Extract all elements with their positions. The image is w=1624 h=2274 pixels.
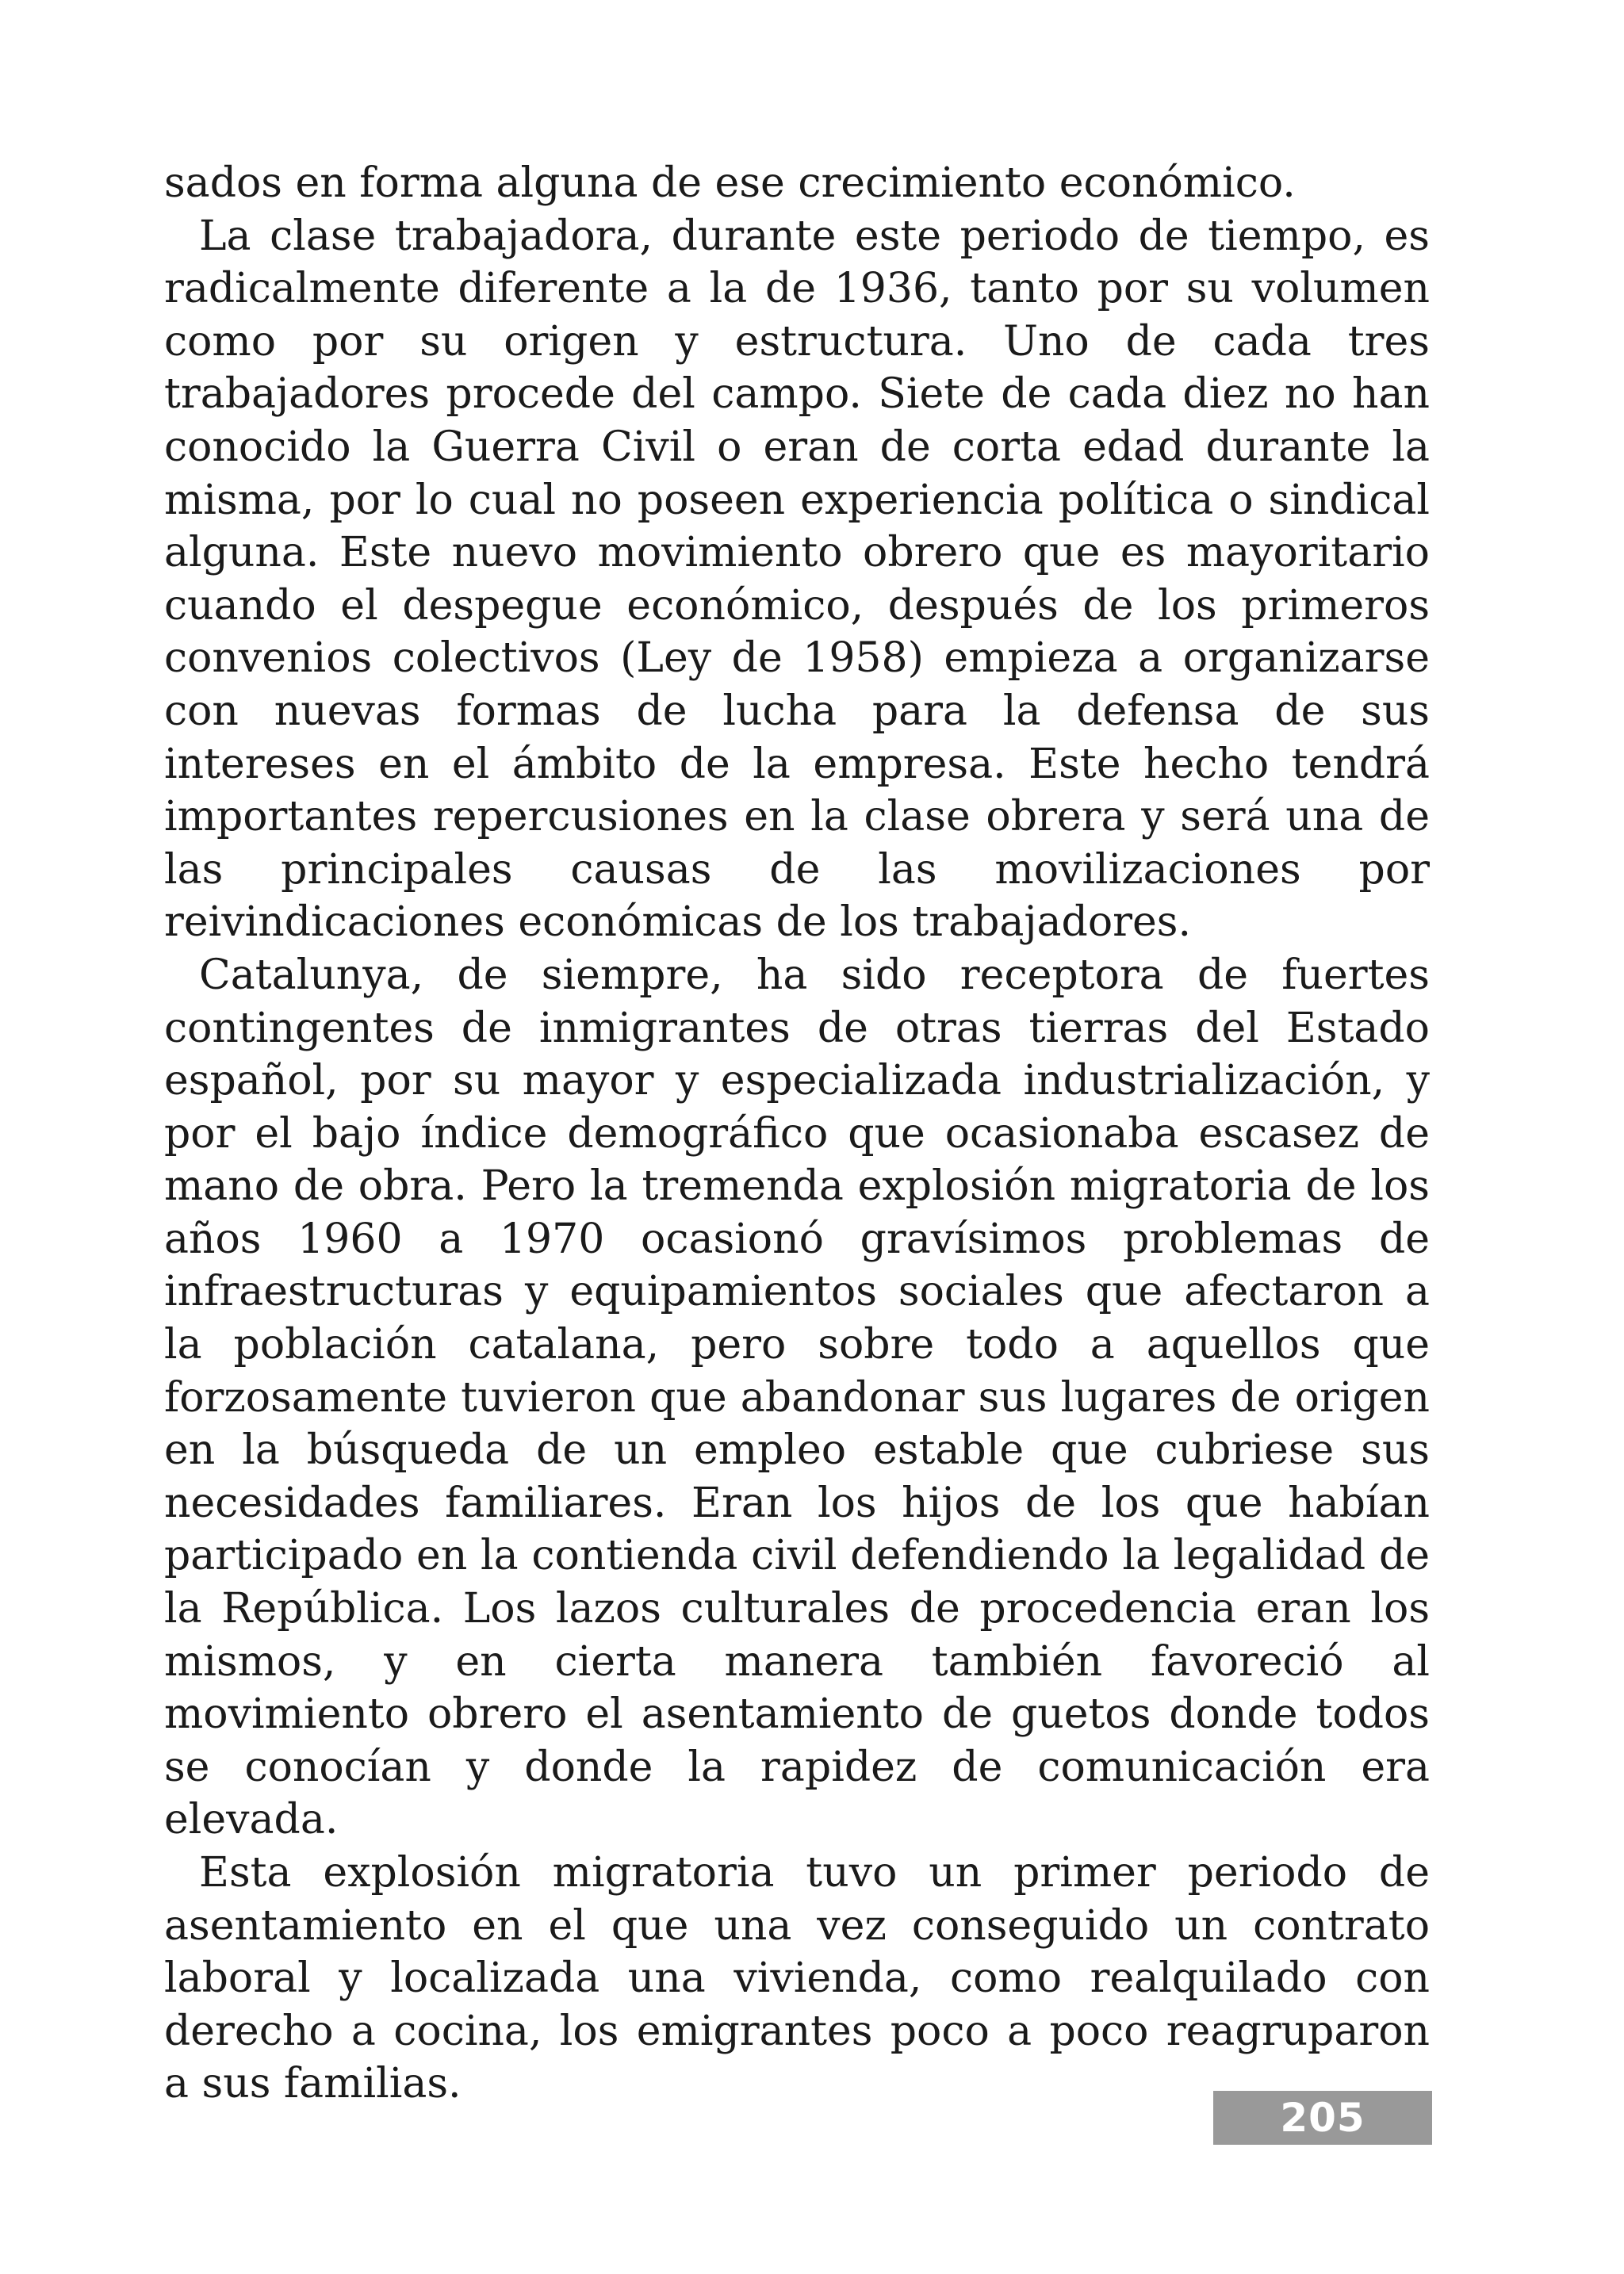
paragraph-working-class: La clase trabajadora, durante este periodo de tiempo, es radicalmente diferente a la de 1936, tanto por su volumen como por su origen y estructura. Uno de cada tres trabajadores procede del campo. Siete de cada diez no han conocido la Guerra Civil o eran de corta edad durante la misma, por lo cual no poseen experiencia política o sindical alguna. Este nuevo movimiento obrero que es mayoritario cuando el despegue económico, después de los primeros convenios colectivos (Ley de 1958) empieza a organizarse con nuevas formas de lucha para la defensa de sus intereses en el ámbito de la empresa. Este hecho tendrá importantes repercusiones en la clase obrera y será una de las principales causas de las movilizaciones por reivindicaciones económicas de los trabajadores. xyxy=(164,212,1430,947)
page-number: 205 xyxy=(1280,2095,1365,2141)
body-text xyxy=(164,157,1430,2111)
paragraph-settlement-period: Esta explosión migratoria tuvo un primer periodo de asentamiento en el que una vez conseguido un contrato laboral y localizada una vivienda, como realquilado con derecho a cocina, los emigrantes poco a poco reagruparon a sus familias. xyxy=(164,1849,1430,2108)
paragraph-catalunya-immigration: Catalunya, de siempre, ha sido receptora de fuertes contingentes de inmigrantes de otras tierras del Estado español, por su mayor y especializada industrialización, y por el bajo índice demográfico que ocasionaba escasez de mano de obra. Pero la tremenda explosión migratoria de los años 1960 a 1970 ocasionó gravísimos problemas de infraestructuras y equipamientos sociales que afectaron a la población catalana, pero sobre todo a aquellos que forzosamente tuvieron que abandonar sus lugares de origen en la búsqueda de un empleo estable que cubriese sus necesidades familiares. Eran los hijos de los que habían participado en la contienda civil defendiendo la legalidad de la República. Los lazos culturales de procedencia eran los mismos, y en cierta manera también favoreció al movimiento obrero el asentamiento de guetos donde todos se conocían y donde la rapidez de comunicación era elevada. xyxy=(164,951,1430,1844)
page-number-badge xyxy=(1213,2091,1432,2145)
paragraph-continued: sados en forma alguna de ese crecimiento económico. xyxy=(164,159,1296,207)
